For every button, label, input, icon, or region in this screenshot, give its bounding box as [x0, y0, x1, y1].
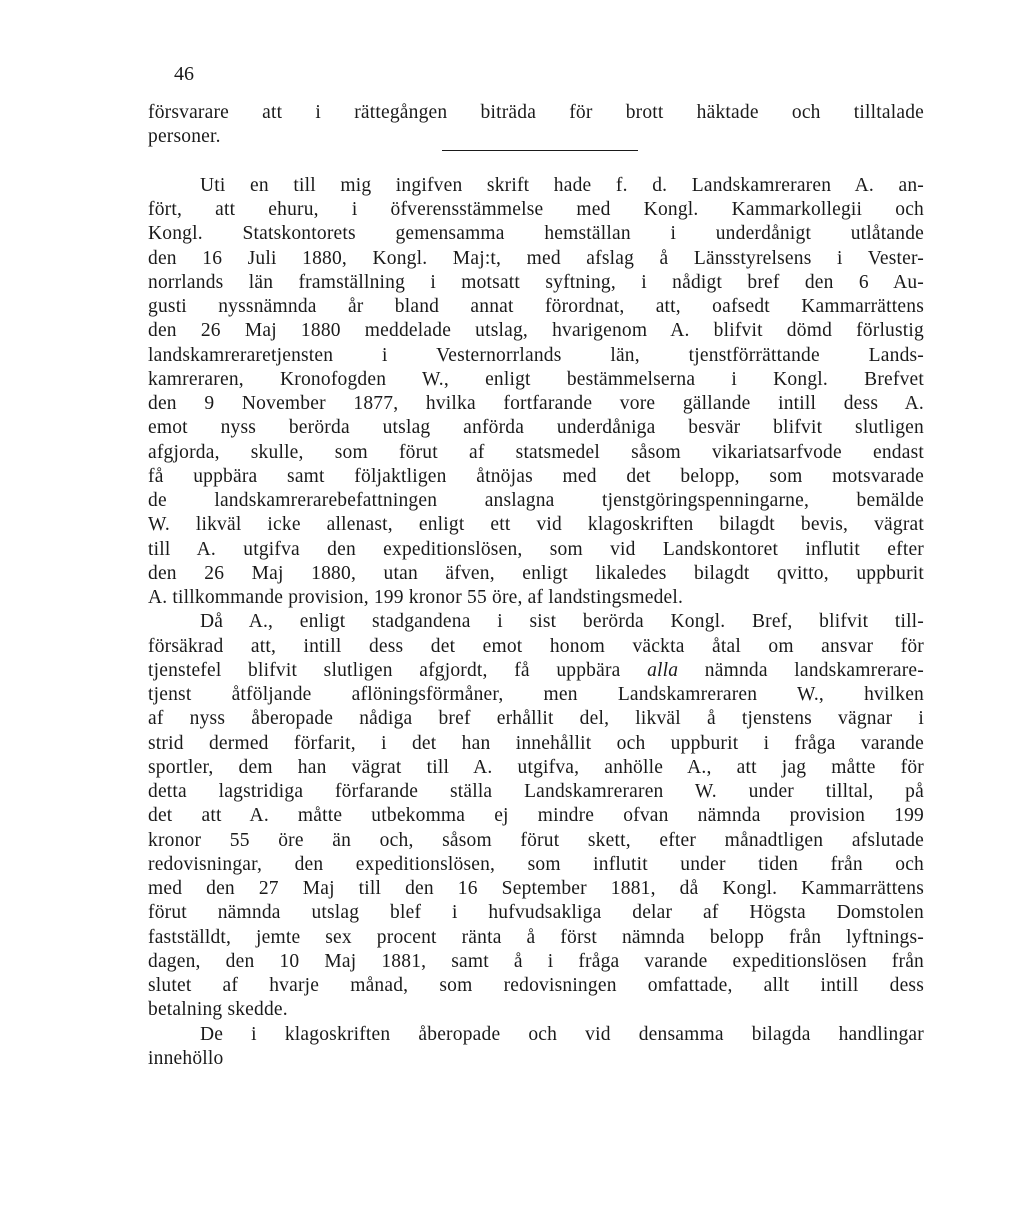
text-line: tjenst åtföljande aflöningsförmåner, men Landskamreraren W., hvilken: [148, 684, 924, 705]
text-line: W. likväl icke allenast, enligt ett vid klagoskriften bilagdt bevis, vägrat: [148, 514, 924, 536]
text-line: den 16 Juli 1880, Kongl. Maj:t, med afslag å Länsstyrelsens i Vester-: [148, 247, 924, 269]
text-line: fastställdt, jemte sex procent ränta å först nämnda belopp från lyftnings-: [148, 926, 924, 948]
text-line: A. tillkommande provision, 199 kronor 55 öre, af landstingsmedel.: [148, 587, 684, 608]
text-line: af nyss åberopade nådiga bref erhållit del, likväl å tjenstens vägnar i: [148, 708, 924, 730]
text-line: De i klagoskriften åberopade och vid densamma bilagda handlingar: [200, 1023, 924, 1045]
text-line: afgjorda, skulle, som förut af statsmedel såsom vikariatsarfvode endast: [148, 441, 924, 463]
page-number: 46: [174, 63, 194, 85]
text-line: det att A. måtte utbekomma ej mindre ofvan nämnda provision 199: [148, 805, 924, 827]
text-line: betalning skedde.: [148, 999, 288, 1021]
body-text: [148, 101, 924, 1071]
text-line: emot nyss berörda utslag anförda underdåniga besvär blifvit slutligen: [148, 417, 924, 439]
text-line: kronor 55 öre än och, såsom förut skett, efter månadtligen afslutade: [148, 829, 924, 851]
text-line: redovisningar, den expeditionslösen, som influtit under tiden från och: [148, 853, 924, 875]
text-line: förut nämnda utslag blef i hufvudsakliga delar af Högsta Domstolen: [148, 902, 924, 924]
text-line: [148, 150, 924, 174]
text-line: den 9 November 1877, hvilka fortfarande vore gällande intill dess A.: [148, 393, 924, 414]
text-line: sportler, dem han vägrat till A. utgifva, anhölle A., att jag måtte för: [148, 756, 924, 778]
text-line: kamreraren, Kronofogden W., enligt bestämmelserna i Kongl. Brefvet: [148, 368, 924, 390]
text-line: den 26 Maj 1880, utan äfven, enligt likaledes bilagdt qvitto, uppburit: [148, 562, 924, 584]
text-line: [148, 659, 924, 683]
text-line: personer.: [148, 126, 221, 148]
text-line: landskamreraretjensten i Vesternorrlands län, tjenstförrättande Lands-: [148, 344, 924, 366]
text-line: Uti en till mig ingifven skrift hade f. d. Landskamreraren A. an-: [200, 174, 924, 196]
text-line: få uppbära samt följaktligen åtnöjas med det belopp, som motsvarade: [148, 465, 924, 487]
text-line: med den 27 Maj till den 16 September 1881, då Kongl. Kammarrättens: [148, 878, 924, 899]
text-line: detta lagstridiga förfarande ställa Landskamreraren W. under tilltal, på: [148, 781, 924, 802]
text-line: Kongl. Statskontorets gemensamma hemställan i underdånigt utlåtande: [148, 223, 924, 245]
text-line: den 26 Maj 1880 meddelade utslag, hvarigenom A. blifvit dömd förlustig: [148, 320, 924, 342]
text-line: de landskamrerarebefattningen anslagna tjenstgöringspenningarne, bemälde: [148, 490, 924, 511]
text-line: fört, att ehuru, i öfverensstämmelse med Kongl. Kammarkollegii och: [148, 199, 924, 220]
text-line: försvarare att i rättegången biträda för brott häktade och tilltalade: [148, 102, 924, 123]
text-line: dagen, den 10 Maj 1881, samt å i fråga varande expeditionslösen från: [148, 950, 924, 972]
text-line: norrlands län framställning i motsatt syftning, i nådigt bref den 6 Au-: [148, 271, 924, 293]
text-line: gusti nyssnämnda år bland annat förordnat, att, oafsedt Kammarrättens: [148, 296, 924, 317]
text-segment: nämnda landskamrerare-: [678, 659, 924, 681]
text-line: Då A., enligt stadgandena i sist berörda Kongl. Bref, blifvit till-: [200, 611, 924, 633]
text-line: slutet af hvarje månad, som redovisningen omfattade, allt intill dess: [148, 975, 924, 996]
italic-emphasis: alla: [647, 659, 679, 681]
text-line: innehöllo: [148, 1047, 224, 1069]
text-segment: tjenstefel blifvit slutligen afgjordt, få uppbära: [148, 659, 648, 681]
text-line: till A. utgifva den expeditionslösen, som vid Landskontoret influtit efter: [148, 538, 924, 560]
text-line: försäkrad att, intill dess det emot honom väckta åtal om ansvar för: [148, 635, 924, 657]
text-line: strid dermed förfarit, i det han innehållit och uppburit i fråga varande: [148, 732, 924, 754]
